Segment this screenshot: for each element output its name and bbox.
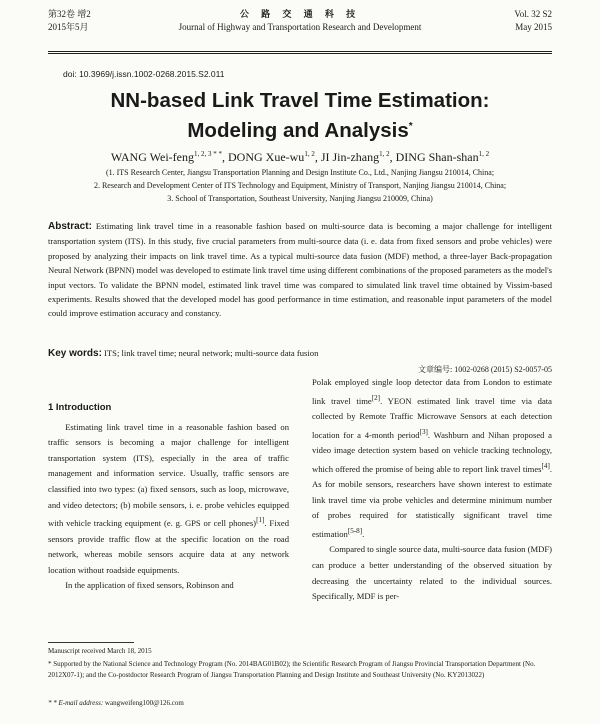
citation[interactable]: [1]	[256, 516, 265, 525]
paragraph-text: . As for mobile sensors, researchers have shown interest to estimate link travel time via probe vehicles and determine minimum number of probes required for statistically significant travel time estimation	[312, 463, 552, 539]
volume-cn: 第32卷 增2	[48, 9, 91, 19]
keywords-label: Key words:	[48, 348, 102, 359]
section-heading: 1 Introduction	[48, 402, 112, 413]
author	[396, 150, 490, 164]
title-line-1: NN-based Link Travel Time Estimation:	[110, 89, 490, 112]
paragraph-text: . Washburn and Nihan proposed a video image detection system based on vehicle tracking technology, which offered the promise of being able to report link travel times	[312, 429, 552, 474]
footnote-support: * Supported by the National Science and Technology Program (No. 2014BAG01B02); the Scientific Research Program of Jiangsu Provincial Transportation Department (No. 2012X07-1); and the Co-postdoctor Research Program of Jiangsu Transportation Planning and Design Institute and Southeast University (No. KY2013022)	[48, 660, 536, 679]
citation[interactable]: [3]	[419, 427, 428, 436]
left-column	[48, 400, 289, 594]
abstract-label: Abstract:	[48, 221, 92, 232]
author	[321, 150, 396, 164]
author-name: DONG Xue-wu	[227, 150, 305, 164]
title-line-2	[40, 114, 560, 144]
citation[interactable]: [2]	[371, 393, 381, 402]
citation[interactable]: [5-8]	[347, 526, 363, 535]
author-separator: ,	[389, 150, 396, 164]
header-center	[48, 8, 552, 34]
paragraph: Compared to single source data, multi-source data fusion (MDF) can produce a better understanding of the observed situation by decreasing the uncertainty related to the individual sources. Specifically, MDF is per-	[312, 544, 552, 602]
header-rule-bottom	[48, 53, 552, 54]
author-affil-marks: 1, 2	[304, 150, 315, 158]
header-rule-top	[48, 51, 552, 52]
right-column	[312, 375, 552, 605]
running-header	[48, 8, 552, 48]
author-name: DING Shan-shan	[395, 150, 479, 164]
paragraph-text: Estimating link travel time in a reasonable fashion based on traffic sensors is becoming a major challenge for intelligent transportation system (ITS), especially in the area of traffic management and information service. Usually, traffic sensors are classified into two types: (a) fixed sensors, such as loop, microwave, and video detectors; (b) mobile sensors, i. e. probe vehicles equipped with vehicle tracking equipment (e. g. GPS or cell phones)	[48, 421, 289, 529]
footnote-received: Manuscript received March 18, 2015	[48, 647, 152, 655]
journal-name-en: Journal of Highway and Transportation Research and Development	[178, 22, 422, 32]
email-label: * * E-mail address:	[48, 699, 104, 707]
author-name: JI Jin-zhang	[320, 150, 380, 164]
paragraph-text: .	[362, 528, 365, 539]
doi[interactable]: doi: 10.3969/j.issn.1002-0268.2015.S2.011	[63, 69, 225, 79]
author-affil-marks: 1, 2	[478, 150, 490, 158]
journal-name-cn: 公 路 交 通 科 技	[239, 9, 361, 19]
abstract	[48, 219, 552, 321]
affiliation-2: 2. Research and Development Center of ITS Technology and Equipment, Ministry of Transport, Nanjing Jiangsu 210014, China;	[93, 181, 507, 190]
footnote-rule	[48, 642, 134, 643]
paragraph: In the application of fixed sensors, Robinson and	[65, 580, 234, 591]
paper-title	[40, 88, 560, 144]
author-separator: ,	[314, 150, 321, 164]
author-separator: ,	[221, 150, 228, 164]
paragraph	[312, 375, 552, 542]
author-affil-marks: 1, 2, 3 * *	[193, 150, 222, 158]
keywords-text: ITS; link travel time; neural network; multi-source data fusion	[101, 348, 319, 358]
citation[interactable]: [4]	[541, 461, 550, 470]
abstract-text: Estimating link travel time in a reasonable fashion based on multi-source data is becoming a major challenge for intelligent transportation system (ITS). In this study, five crucial parameters from multi-source data (i. e. data from fixed sensors and probe vehicles) were proposed by analyzing their impacts on link travel time. As a typical multi-source data fusion (MDF) method, a three-layer Back-propagation Neural Network (BPNN) model was developed to estimate link travel time using different combinations of the proposed parameters as the model's input vectors. To validate the BPNN model, estimated link travel time was compared to simulated link travel time obtained by Vissim-based experiments. Results showed that the developed model has good performance in time estimation, and reasonable input parameters of the model could improve estimation accuracy and constancy.	[48, 221, 552, 319]
affiliation-1: (1. ITS Research Center, Jiangsu Transportation Planning and Design Institute Co., Ltd., Nanjing Jiangsu 210014, China;	[105, 168, 495, 177]
paragraph-text: . Fixed sensors provide traffic flow at the specific location on the road network, whereas mobile sensors acquire data at any network location without roadside equipments.	[48, 518, 290, 575]
keywords	[48, 348, 552, 359]
title-line-2-text: Modeling and Analysis	[187, 118, 409, 142]
author	[228, 150, 321, 164]
header-right	[514, 8, 552, 34]
paragraph-text: . YEON estimated link travel time via data collected by Remote Traffic Microwave Sensors at each detection location for a 4-month period	[312, 395, 552, 440]
article-number: 文章编号: 1002-0268 (2015) S2-0057-05	[418, 365, 552, 374]
author-list	[40, 150, 560, 165]
author-affil-marks: 1, 2	[379, 150, 390, 158]
volume-en: Vol. 32 S2	[514, 9, 552, 19]
date-cn: 2015年5月	[48, 22, 89, 32]
title-footnote-mark: *	[408, 121, 413, 132]
paragraph-text: Polak employed single loop detector data from London to estimate link travel time	[312, 377, 552, 406]
author-name: WANG Wei-feng	[110, 150, 194, 164]
author	[111, 150, 228, 164]
footnote-email	[48, 698, 552, 709]
date-en: May 2015	[515, 22, 552, 32]
email-address[interactable]: wangweifeng100@126.com	[103, 699, 184, 707]
paragraph	[48, 420, 289, 579]
affiliation-3: 3. School of Transportation, Southeast University, Nanjing Jiangsu 210009, China)	[167, 194, 433, 203]
